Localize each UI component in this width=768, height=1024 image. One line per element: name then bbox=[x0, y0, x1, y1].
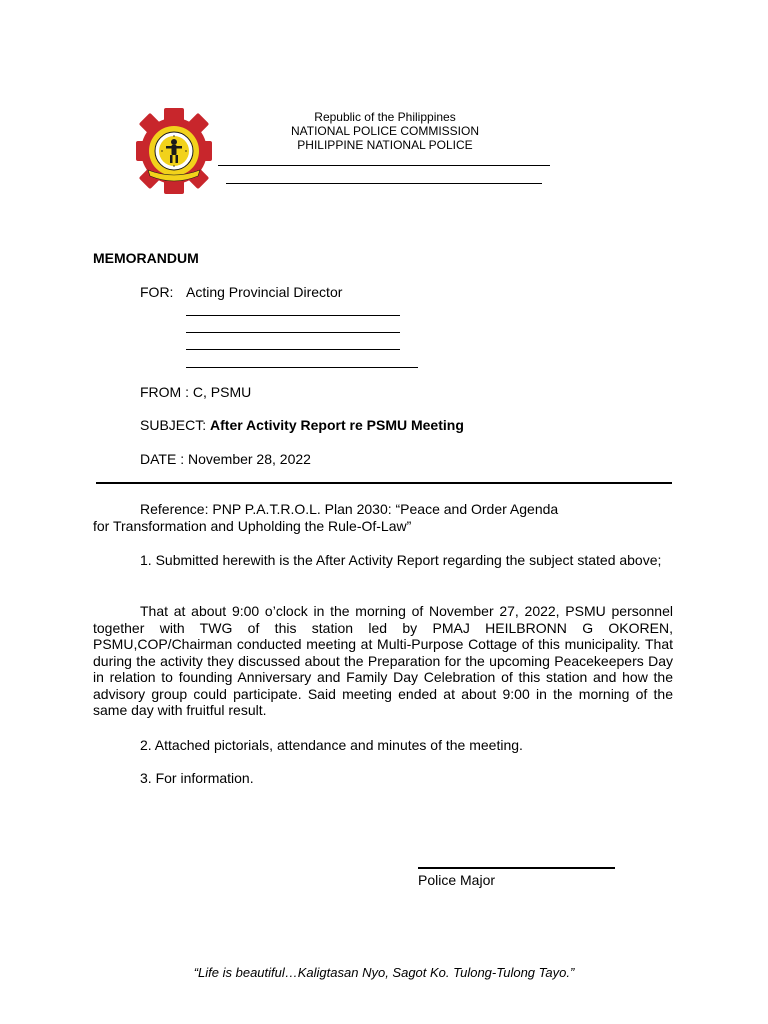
for-blank-line-4 bbox=[186, 367, 418, 368]
for-blank-line-2 bbox=[186, 332, 400, 333]
header-pnp: PHILIPPINE NATIONAL POLICE bbox=[297, 138, 473, 152]
header-republic: Republic of the Philippines bbox=[314, 110, 456, 124]
separator-line bbox=[96, 482, 672, 484]
subject-label: SUBJECT: bbox=[140, 417, 207, 433]
date-line: DATE : November 28, 2022 bbox=[140, 451, 311, 467]
subject-value: After Activity Report re PSMU Meeting bbox=[210, 417, 464, 433]
signature-line bbox=[418, 867, 615, 869]
reference-line-2: for Transformation and Upholding the Rule-Of-Law” bbox=[93, 518, 412, 534]
for-blank-line-3 bbox=[186, 349, 400, 350]
footer-motto: “Life is beautiful…Kaligtasan Nyo, Sagot Ko. Tulong-Tulong Tayo.” bbox=[193, 965, 575, 980]
header-blank-line-1 bbox=[218, 165, 550, 166]
header-blank-line-2 bbox=[226, 183, 542, 184]
header-napolcom: NATIONAL POLICE COMMISSION bbox=[290, 124, 480, 138]
reference-line-1: Reference: PNP P.A.T.R.O.L. Plan 2030: “Peace and Order Agenda bbox=[140, 501, 559, 517]
paragraph-3: 2. Attached pictorials, attendance and minutes of the meeting. bbox=[140, 737, 523, 753]
signature-rank: Police Major bbox=[418, 872, 496, 888]
memo-title: MEMORANDUM bbox=[93, 250, 199, 266]
paragraph-1: 1. Submitted herewith is the After Activity Report regarding the subject stated above; bbox=[140, 552, 662, 568]
for-label: FOR: bbox=[140, 284, 174, 300]
for-value: Acting Provincial Director bbox=[186, 284, 343, 300]
paragraph-2: That at about 9:00 o’clock in the morning of November 27, 2022, PSMU personnel together with TWG of this station led by PMAJ HEILBRONN G OKOREN, PSMU,COP/Chairman conducted meeting at Multi-Purpose Cottage of this municipality. That during the activity they discussed about the Preparation for the upcoming Peacekeepers Day in relation to founding Anniversary and Family Day Celebration of this station and how the advisory group could participate. Said meeting ended at about 9:00 in the morning of the same day with fruitful result. bbox=[93, 603, 673, 718]
paragraph-4: 3. For information. bbox=[140, 770, 254, 786]
pnp-seal-logo bbox=[134, 106, 214, 196]
subject-line bbox=[140, 417, 464, 433]
for-blank-line-1 bbox=[186, 315, 400, 316]
from-line: FROM : C, PSMU bbox=[140, 384, 252, 400]
